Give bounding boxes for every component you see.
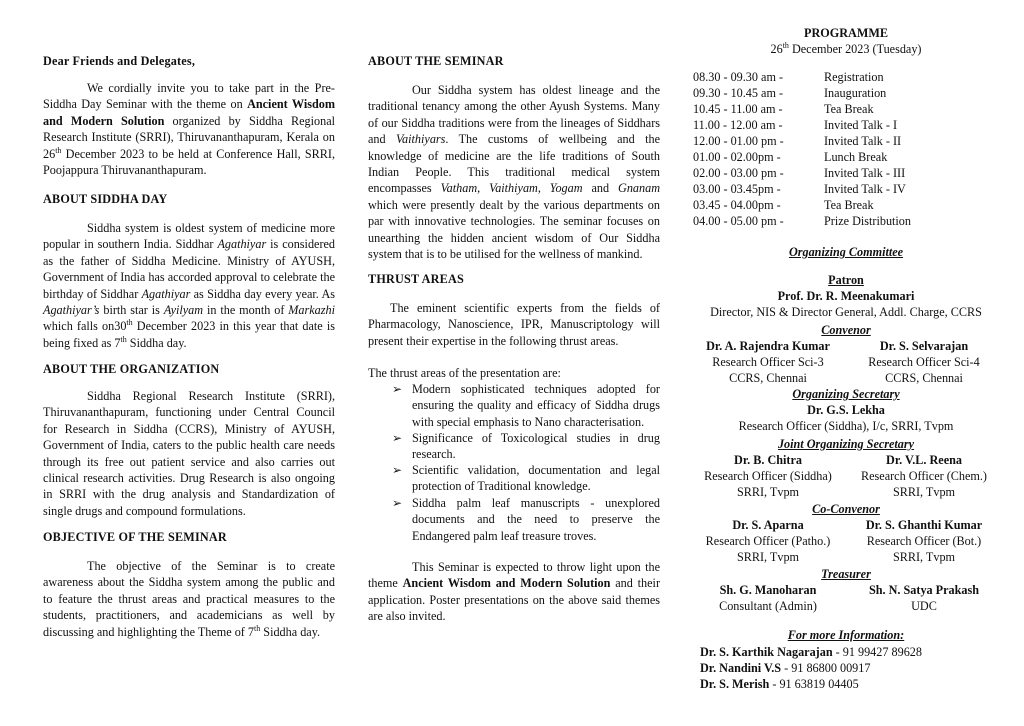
- heading-about-organization: ABOUT THE ORGANIZATION: [43, 362, 220, 376]
- committee-title: Organizing Committee: [788, 245, 904, 259]
- coconvenor-label: Co-Convenor: [812, 502, 880, 516]
- schedule-time: 10.45 - 11.00 am -: [693, 102, 783, 116]
- convenor-1-role: Research Officer Sci-3: [712, 355, 824, 369]
- invite-text-1: We cordially invite you to take part in the Pre-Siddha Day Seminar with the theme on: [43, 81, 335, 112]
- about-organization-paragraph: Siddha Regional Research Institute (SRRI), Thiruvananthapuram, functioning under Central Council for Research in Siddha (CCRS), Ministry of AYUSH, Government of India, caters to the public health care needs through its free out patient service and also carries out clinical research activities. Drug Research is also ongoing in SRRI with the drug analysis and Standardization of single drugs and compound formulations.: [43, 389, 335, 518]
- programme-title: PROGRAMME: [804, 26, 888, 40]
- asd-text-2: is considered as the father of Siddha Medicine. Ministry of AYUSH, Government of India has accorded approval to celebrate the birthday of Siddhar: [43, 237, 336, 301]
- invite-text-3: December 2023 to be held at Conference Hall, SRRI, Poojappura Thiruvananthapuram.: [43, 146, 335, 178]
- schedule-time: 01.00 - 02.00pm -: [693, 150, 781, 164]
- objective-paragraph: [43, 558, 335, 640]
- schedule-time: 12.00 - 01.00 pm -: [693, 134, 784, 148]
- thrust-list-title: The thrust areas of the presentation are:: [368, 366, 561, 380]
- patron-role: Director, NIS & Director General, Addl. Charge, CCRS: [710, 305, 982, 319]
- bullet-arrow-icon: ➢: [392, 382, 403, 396]
- asd-text-3: as Siddha day every year. As: [190, 286, 335, 301]
- schedule-event: Registration: [824, 70, 884, 84]
- as-text-2: . The customs of wellbeing and the knowledge of medicine are the life traditions of South Indian People. This traditional medical system encompasses: [368, 132, 660, 196]
- schedule-time: 11.00 - 12.00 am -: [693, 118, 783, 132]
- thrust-item-text: Significance of Toxicological studies in drug research.: [412, 431, 660, 462]
- bullet-arrow-icon: ➢: [392, 463, 403, 477]
- coconvenor-1-place: SRRI, Tvpm: [736, 550, 800, 564]
- convenor-2-name: Dr. S. Selvarajan: [879, 339, 969, 353]
- as-italic-3: Gnanam: [618, 181, 660, 196]
- asd-text-5: in the month of: [203, 303, 289, 318]
- date-rest: December 2023 (Tuesday): [788, 42, 922, 56]
- heading-about-siddha-day: ABOUT SIDDHA DAY: [43, 192, 168, 206]
- convenor-2-role: Research Officer Sci-4: [868, 355, 980, 369]
- treasurer-1-role: Consultant (Admin): [719, 599, 817, 613]
- asd-italic-3: Agathiyar’s: [43, 303, 100, 318]
- treasurer-2-role: UDC: [911, 599, 937, 613]
- schedule-time: 08.30 - 09.30 am -: [693, 70, 784, 84]
- salutation: Dear Friends and Delegates,: [43, 54, 196, 68]
- closing-text-2: and their application. Poster presentations on the above said themes are also invited.: [368, 576, 661, 624]
- schedule-event: Prize Distribution: [824, 214, 911, 228]
- objective-text-1: The objective of the Seminar is to create awareness about the Siddha system among the public and to feature the thrust areas and practical measures to the students, practitioners, and academicians as well by discussing and highlighting the Theme of 7: [43, 559, 335, 639]
- secretary-name: Dr. G.S. Lekha: [807, 403, 885, 417]
- asd-text-8: Siddha day.: [126, 335, 187, 350]
- asd-italic-5: Markazhi: [288, 303, 335, 318]
- heading-thrust-areas: THRUST AREAS: [368, 272, 464, 286]
- as-italic-1: Vaithiyars: [395, 132, 446, 147]
- heading-objective: OBJECTIVE OF THE SEMINAR: [43, 530, 227, 544]
- schedule-event: Invited Talk - III: [824, 166, 906, 180]
- asd-italic-2: Agathiyar: [141, 286, 191, 301]
- about-seminar-paragraph: [368, 82, 660, 262]
- treasurer-label: Treasurer: [821, 567, 871, 581]
- coconvenor-2-role: Research Officer (Bot.): [866, 534, 982, 548]
- contact-phone[interactable]: - 91 86800 00917: [781, 661, 871, 675]
- secretary-label: Organizing Secretary: [792, 387, 900, 401]
- patron-name: Prof. Dr. R. Meenakumari: [777, 289, 915, 303]
- asd-text-7: December 2023 in this year that date is being fixed as 7: [43, 319, 335, 350]
- joint-2-place: SRRI, Tvpm: [892, 485, 956, 499]
- schedule-time: 04.00 - 05.00 pm -: [693, 214, 784, 228]
- contact-name: Dr. S. Merish: [700, 677, 770, 691]
- closing-text-1: This Seminar is expected to throw light upon the theme: [368, 560, 660, 591]
- thrust-item-text: Scientific validation, documentation and legal protection of Traditional knowledge.: [412, 463, 660, 494]
- invite-sup: th: [55, 145, 62, 155]
- asd-text-6: which falls on30: [43, 319, 127, 334]
- contact-phone[interactable]: - 91 63819 04405: [769, 677, 859, 691]
- secretary-role: Research Officer (Siddha), I/c, SRRI, Tvpm: [738, 419, 954, 433]
- treasurer-1-name: Sh. G. Manoharan: [719, 583, 817, 597]
- objective-text-2: Siddha day.: [260, 624, 321, 639]
- coconvenor-1-name: Dr. S. Aparna: [732, 518, 804, 532]
- about-siddha-day-paragraph: [43, 220, 335, 351]
- contact-row: [700, 677, 859, 692]
- contact-name: Dr. S. Karthik Nagarajan: [700, 645, 833, 659]
- coconvenor-2-name: Dr. S. Ghanthi Kumar: [865, 518, 983, 532]
- joint-2-name: Dr. V.L. Reena: [886, 453, 962, 467]
- asd-text-4: birth star is: [99, 303, 164, 318]
- joint-1-role: Research Officer (Siddha): [704, 469, 832, 483]
- asd-italic-1: Agathiyar: [217, 237, 267, 252]
- asd-sup-2: th: [120, 334, 127, 344]
- contact-phone[interactable]: - 91 99427 89628: [832, 645, 922, 659]
- schedule-event: Tea Break: [824, 102, 874, 116]
- schedule-event: Lunch Break: [824, 150, 888, 164]
- thrust-closing-paragraph: [368, 559, 660, 625]
- convenor-1-place: CCRS, Chennai: [729, 371, 807, 385]
- schedule-time: 03.45 - 04.00pm -: [693, 198, 781, 212]
- schedule-event: Invited Talk - IV: [824, 182, 906, 196]
- contact-name: Dr. Nandini V.S: [700, 661, 782, 675]
- coconvenor-1-role: Research Officer (Patho.): [705, 534, 831, 548]
- schedule-event: Invited Talk - II: [824, 134, 902, 148]
- as-text-3: and: [582, 181, 619, 196]
- date-sup: th: [782, 40, 789, 50]
- schedule-event: Tea Break: [824, 198, 874, 212]
- convenor-1-name: Dr. A. Rajendra Kumar: [706, 339, 830, 353]
- bullet-arrow-icon: ➢: [392, 431, 403, 445]
- thrust-intro: The eminent scientific experts from the fields of Pharmacology, Nanoscience, IPR, Manuscriptology will present their expertise in the following thrust areas.: [368, 301, 660, 348]
- thrust-item-text: Siddha palm leaf manuscripts - unexplored documents and the need to preserve the Endangered palm leaf treasure troves.: [412, 496, 660, 543]
- convenor-label: Convenor: [821, 323, 871, 337]
- date-day: 26: [770, 42, 783, 56]
- joint-secretary-label: Joint Organizing Secretary: [777, 437, 915, 451]
- invite-text-2: organized by Siddha Regional Research Institute (SRRI), Thiruvananthapuram, Kerala on 26: [43, 113, 335, 161]
- convenor-2-place: CCRS, Chennai: [885, 371, 963, 385]
- joint-1-name: Dr. B. Chitra: [734, 453, 802, 467]
- schedule-time: 09.30 - 10.45 am -: [693, 86, 784, 100]
- closing-theme: Ancient Wisdom and Modern Solution: [402, 576, 611, 591]
- patron-label: Patron: [828, 273, 864, 287]
- bullet-arrow-icon: ➢: [392, 496, 403, 510]
- asd-sup-1: th: [126, 318, 133, 328]
- contact-row: [700, 661, 870, 676]
- more-info-title: For more Information:: [787, 628, 905, 642]
- heading-about-seminar: ABOUT THE SEMINAR: [368, 54, 504, 68]
- programme-date: [690, 42, 1002, 57]
- thrust-item-text: Modern sophisticated techniques adopted for ensuring the quality and efficacy of Siddha drugs with special emphasis to Nano characterisation.: [412, 382, 660, 429]
- schedule-event: Inauguration: [824, 86, 887, 100]
- asd-text-1: Siddha system is oldest system of medicine more popular in southern India. Siddhar: [43, 221, 335, 252]
- treasurer-2-name: Sh. N. Satya Prakash: [868, 583, 980, 597]
- as-text-4: which were presently dealt by the various departments on par with innovative technologies. The seminar focuses on unearthing the hidden ancient wisdom of Our Siddha system that is to be utilised for the wellness of mankind.: [368, 197, 660, 262]
- objective-sup: th: [254, 623, 261, 633]
- asd-italic-4: Ayilyam: [163, 303, 204, 318]
- as-italic-2: Vatham, Vaithiyam, Yogam: [440, 181, 583, 196]
- joint-2-role: Research Officer (Chem.): [861, 469, 987, 483]
- as-text-1: Our Siddha system has oldest lineage and the traditional tenancy among the other Ayush Systems. Many of our Siddha traditions were from the lineages of Siddhars and: [368, 83, 660, 147]
- invite-theme: Ancient Wisdom and Modern Solution: [43, 97, 335, 128]
- coconvenor-2-place: SRRI, Tvpm: [892, 550, 956, 564]
- schedule-time: 03.00 - 03.45pm -: [693, 182, 781, 196]
- contact-row: [700, 645, 922, 660]
- schedule-event: Invited Talk - I: [824, 118, 898, 132]
- invitation-paragraph: [43, 80, 335, 178]
- joint-1-place: SRRI, Tvpm: [736, 485, 800, 499]
- schedule-time: 02.00 - 03.00 pm -: [693, 166, 784, 180]
